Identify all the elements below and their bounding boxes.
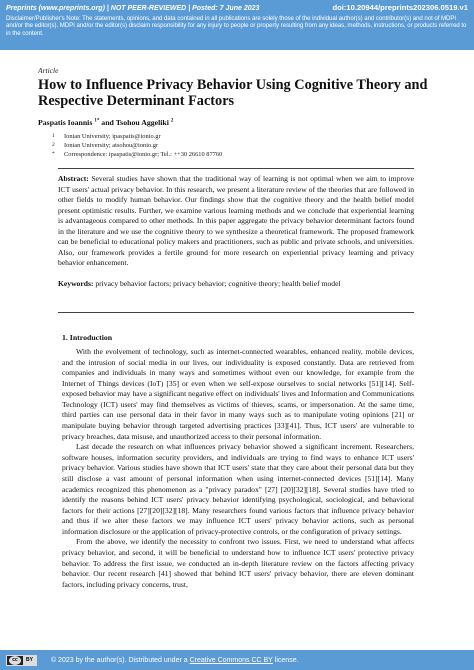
license-prefix: © 2023 by the author(s). Distributed under a — [50, 656, 188, 664]
author-2: Tsohou Aggeliki — [115, 118, 169, 127]
abstract-divider — [58, 312, 414, 313]
affiliation-mark: 2 — [52, 142, 55, 148]
affiliation-mark: 1 — [52, 133, 55, 139]
author-1-marks: 1* — [94, 118, 100, 124]
affiliation-item — [52, 150, 432, 159]
correspondence-text: Correspondence: ipaspatis@ionio.gr; Tel.: ++30 26610 87760 — [64, 151, 223, 158]
abstract-text: Several studies have shown that the traditional way of learning is not optimal when we aim to improve ICT users' actual privacy behavior. In this research, we present a literature review of the theories that are followed in other fields to modify human behavior. Our findings show that the cognitive theory and the health belief model present optimistic results. Further, we examine various learning methods and we conclude that experiential learning is advantageous compared to other methods. In this paper aggregate the privacy behavior determinant factors found in the literature and we use the cognitive theory to we synthesize a theoretical framework. The proposed framework can be beneficial to educational policy makers and practitioners, such as public and private schools, and universities. Also, our framework provides a fertile ground for more research on experiential privacy learning and privacy behavior enhancement. — [58, 174, 414, 268]
body-paragraph: From the above, we identify the necessity to confront two issues. First, we need to understand what affects privacy behavior, and second, it will be beneficial to understand how to influence ICT users' protective privacy behavior. To address the first issue, we conducted an in-depth literature review on the factors affecting privacy behavior. Our recent research [41] showed that behind ICT users' privacy behavior, there are eleven dominant factors, including privacy concerns, trust, — [62, 537, 414, 589]
affiliation-item — [52, 132, 432, 141]
license-link[interactable]: Creative Commons CC BY — [189, 656, 273, 664]
section-heading: 1. Introduction — [62, 333, 113, 342]
affiliation-text: Ionian University; ipaspatis@ionio.gr — [64, 133, 161, 140]
body-paragraph: Last decade the research on what influences privacy behavior showed a significant increment. Researchers, software houses, information security providers, and individuals are trying to find ways to enhance ICT users' privacy behavior. Various studies have shown that ICT users' state that they care about their personal data but they still disclose a vast amount of personal information when using internet-connected devices [51][14]. Many academics recognized this phenomenon as a "privacy paradox" [27] [20][32][18]. Several studies have tried to identify the reasons behind ICT users' privacy behavior identifying psychological, sociological, and behavioral factors for their actions [27][20][32][18]. Many researchers found various factors that influence privacy behavior and thus if we alter these factors we may influence ICT users' privacy behavior actions, such as personal information disclosure or the application of privacy-protective controls, or the configuration of privacy settings. — [62, 442, 414, 536]
author-2-marks: 2 — [170, 118, 174, 124]
abstract-section — [58, 168, 414, 289]
body-paragraph: With the evolvement of technology, such as internet-connected wearables, enhanced reality, mobile devices, and the intrusion of social media in our lives, our individuality is exposed constantly. Data are retrieved from companies and individuals in many ways and sometimes without even our knowledge, for example from the Internet of Things devices (IoT) [35] or even when we self-expose ourselves to social networks [51][14]. Self-exposed behavior may have a significant negative effect on individuals' lives and Information and Communications Technology (ICT) users' may find themselves as victims of thieves, scams, or impersonation. At the same time, third parties can use personal data in their favor in many ways such as to manipulate voting opinions [21] or manipulate buying behavior through targeted advertising practices [33][41]. Thus, ICT users' are vulnerable to privacy breaches, data misuse, and unauthorized access to their personal information. — [62, 347, 414, 441]
affiliation-text: Ionian University; atsohou@ionio.gr — [64, 142, 159, 149]
article-type: Article — [38, 66, 59, 75]
author-conjunction: and — [101, 118, 114, 127]
abstract-paragraph — [58, 174, 414, 269]
article-title: How to Influence Privacy Behavior Using Cognitive Theory and Respective Determinant Factors — [38, 77, 428, 109]
banner-header-row — [6, 3, 468, 12]
cc-badge-label: cc — [9, 656, 21, 665]
keywords-label: Keywords: — [58, 278, 94, 288]
affiliation-item — [52, 141, 432, 150]
posted-date: Posted: 7 June 2023 — [192, 5, 260, 12]
abstract-label: Abstract: — [58, 174, 89, 183]
review-status: NOT PEER-REVIEWED — [110, 5, 187, 12]
banner-meta: Preprints (www.preprints.org) | NOT PEER-REVIEWED | Posted: 7 June 2023 — [6, 5, 260, 12]
site-link[interactable]: Preprints (www.preprints.org) — [6, 5, 105, 12]
license-footer — [0, 650, 474, 670]
disclaimer-text: Disclaimer/Publisher's Note: The statements, opinions, and data contained in all publications are solely those of the individual author(s) and contributor(s) and not of MDPI and/or the editor(s). MDPI and/or the editor(s) disclaim responsibility for any injury to people or property resulting from any ideas, methods, instructions, or products referred to in the content. — [6, 15, 467, 37]
article-header — [38, 66, 432, 159]
affiliations-list — [52, 132, 432, 159]
keywords-paragraph — [58, 279, 414, 290]
cc-by-badge-icon — [6, 655, 37, 666]
license-suffix: license. — [274, 656, 299, 664]
affiliation-mark: * — [52, 151, 55, 157]
preprint-banner — [0, 0, 474, 50]
author-1: Paspatis Ioannis — [38, 118, 93, 127]
keywords-text: privacy behavior factors; privacy behavior; cognitive theory; health belief model — [95, 278, 341, 288]
introduction-body — [62, 347, 414, 590]
by-badge-label: BY — [23, 656, 36, 665]
author-line — [38, 118, 432, 127]
doi-link[interactable]: doi:10.20944/preprints202306.0519.v1 — [332, 3, 468, 12]
